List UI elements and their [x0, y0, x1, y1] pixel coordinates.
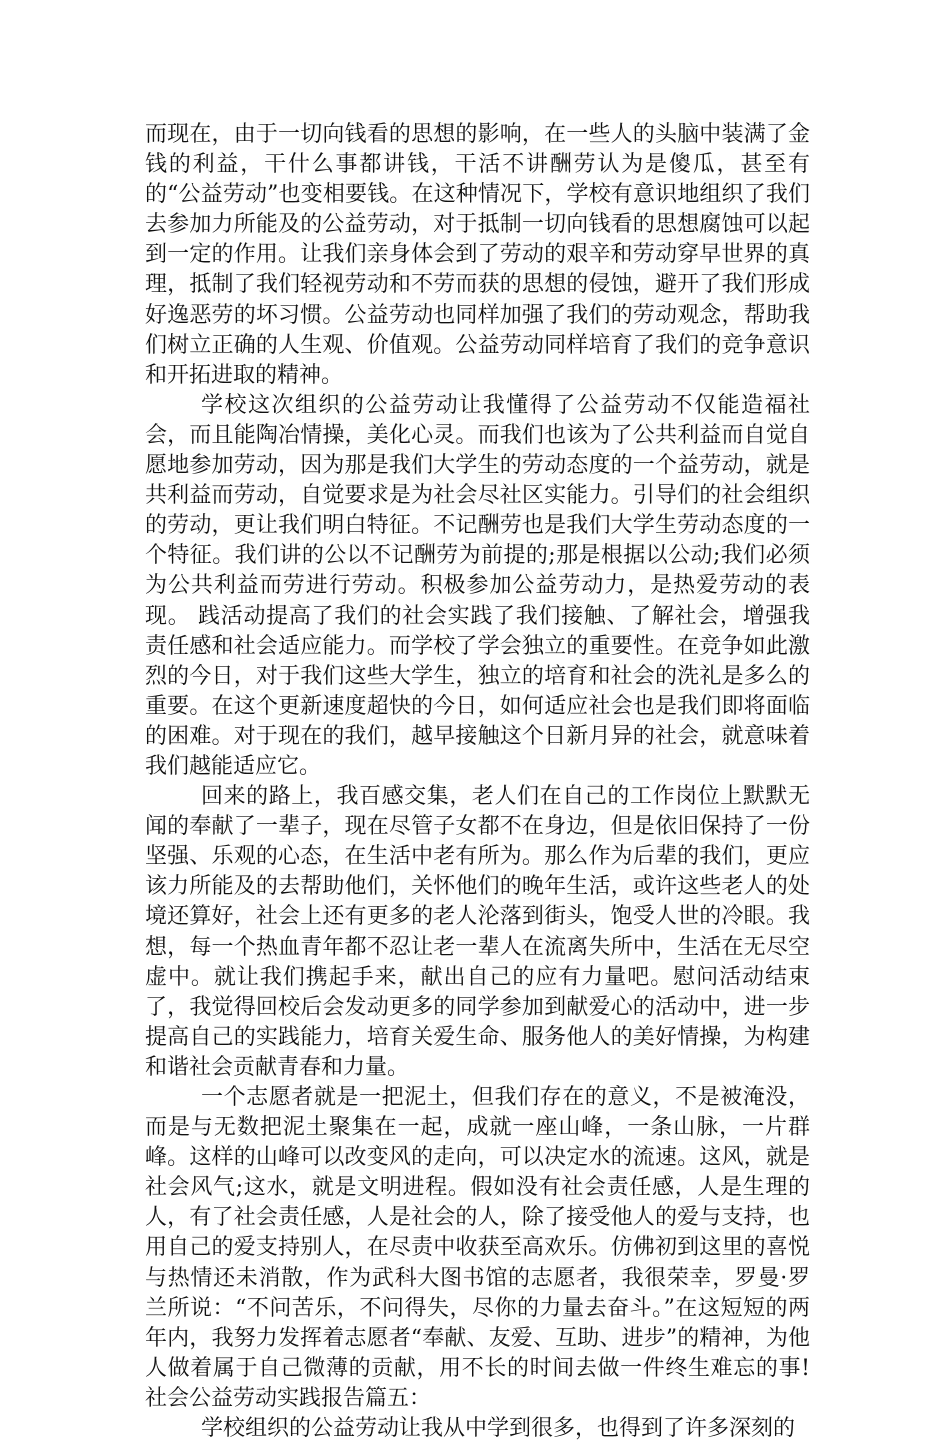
paragraph-5: 学校组织的公益劳动让我从中学到很多，也得到了许多深刻的: [201, 1416, 796, 1442]
paragraph-3: 回来的路上，我百感交集，老人们在自己的工作岗位上默默无闻的奉献了一辈子，现在尽管子女都不在身边，但是依旧保持了一份坚强、乐观的心态，在生活中老有所为。那么作为后辈的我们，更应该力所能及的去帮助他们，关怀他们的晚年生活，或许这些老人的处境还算好，社会上还有更多的老人沦落到街头，饱受人世的冷眼。我想，每一个热血青年都不忍让老一辈人在流离失所中，生活在无尽空虚中。就让我们携起手来，献出自己的应有力量吧。慰问活动结束了，我觉得回校后会发动更多的同学参加到献爱心的活动中，进一步提高自己的实践能力，培育关爱生命、服务他人的美好情操，为构建和谐社会贡献青春和力量。: [145, 784, 810, 1080]
body-text: [145, 120, 810, 1444]
paragraph-2: 学校这次组织的公益劳动让我懂得了公益劳动不仅能造福社会，而且能陶冶情操，美化心灵。而我们也该为了公共利益而自觉自愿地参加劳动，因为那是我们大学生的劳动态度的一个益劳动，就是共利益而劳动，自觉要求是为社会尽社区实能力。引导们的社会组织的劳动，更让我们明白特征。不记酬劳也是我们大学生劳动态度的一个特征。我们讲的公以不记酬劳为前提的;那是根据以公动;我们必须为公共利益而劳进行劳动。积极参加公益劳动力，是热爱劳动的表现。 践活动提高了我们的社会实践了我们接触、了解社会，增强我责任感和社会适应能力。而学校了学会独立的重要性。在竞争如此激烈的今日，对于我们这些大学生，独立的培育和社会的洗礼是多么的重要。在这个更新速度超快的今日，如何适应社会也是我们即将面临的困难。对于现在的我们，越早接触这个日新月异的社会，就意味着我们越能适应它。: [145, 392, 810, 779]
paragraph-4: 一个志愿者就是一把泥土，但我们存在的意义，不是被淹没，而是与无数把泥土聚集在一起，成就一座山峰，一条山脉，一片群峰。这样的山峰可以改变风的走向，可以决定水的流速。这风，就是社会风气;这水，就是文明进程。假如没有社会责任感，人是生理的人，有了社会责任感，人是社会的人，除了接受他人的爱与支持，也用自己的爱支持别人，在尽责中收获至高欢乐。仿佛初到这里的喜悦与热情还未消散，作为武科大图书馆的志愿者，我很荣幸，罗曼·罗兰所说：“不问苦乐，不问得失，尽你的力量去奋斗。”在这短短的两年内，我努力发挥着志愿者“奉献、友爱、互助、进步”的精神，为他人做着属于自己微薄的贡献，用不长的时间去做一件终生难忘的事! 社会公益劳动实践报告篇五：: [145, 1085, 810, 1411]
paragraph-1: 而现在，由于一切向钱看的思想的影响，在一些人的头脑中装满了金钱的利益，干什么事都讲钱，干活不讲酬劳认为是傻瓜，甚至有的“公益劳动”也变相要钱。在这种情况下，学校有意识地组织了我们去参加力所能及的公益劳动，对于抵制一切向钱看的思想腐蚀可以起到一定的作用。让我们亲身体会到了劳动的艰辛和劳动穿早世界的真理，抵制了我们轻视劳动和不劳而获的思想的侵蚀，避开了我们形成好逸恶劳的坏习惯。公益劳动也同样加强了我们的劳动观念，帮助我们树立正确的人生观、价值观。公益劳动同样培育了我们的竞争意识和开拓进取的精神。: [145, 122, 810, 388]
